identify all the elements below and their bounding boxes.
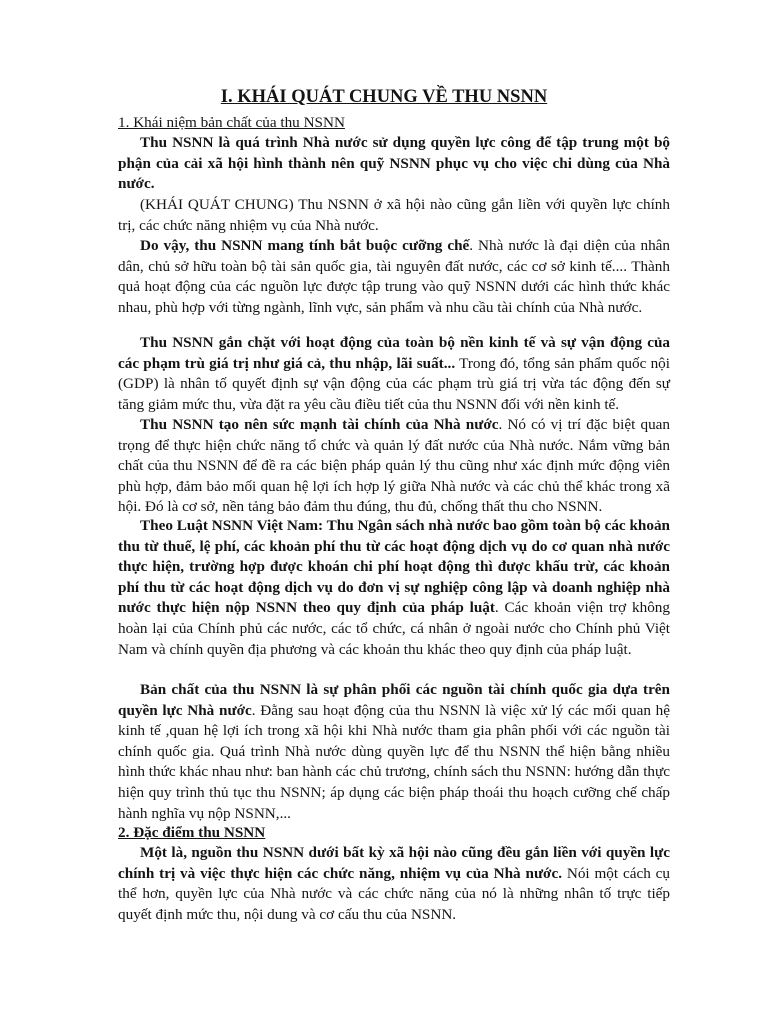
paragraph-nature-bold: Bản chất của thu NSNN là sự phân phối các nguồn tài chính quốc gia dựa trên quyền lực Nhà nước <box>118 681 670 719</box>
paragraph-characteristic-1 <box>118 843 670 925</box>
paragraph-budget-law-text: . Các khoản viện trợ không hoàn lại của Chính phủ các nước, các tổ chức, cá nhân ở ngoài nước cho Chính phủ Việt Nam và chính quyền địa phương và các khoản thu khác theo quy định của pháp luật. <box>118 599 670 658</box>
paragraph-financial-power-text: . Nó có vị trí đặc biệt quan trọng để thực hiện chức năng tổ chức và quản lý đất nước của Nhà nước. Nắm vững bản chất của thu NSNN để đề ra các biện pháp quản lý thu cũng như xác định mức động viên phù hợp, đảm bảo mối quan hệ lợi ích hợp lý giữa Nhà nước và các chủ thể khác trong xã hội. Đó là cơ sở, nền tảng bảo đảm thu đúng, thu đủ, chống thất thu cho NSNN. <box>118 416 671 516</box>
paragraph-financial-power-bold: Thu NSNN tạo nên sức mạnh tài chính của Nhà nước <box>140 416 499 433</box>
paragraph-budget-law-bold: Theo Luật NSNN Việt Nam: Thu Ngân sách nhà nước bao gồm toàn bộ các khoản thu từ thuế, lệ phí, các khoản phí thu từ các hoạt động dịch vụ do cơ quan nhà nước thực hiện, trường hợp được khoán chi phí hoạt động thì được khấu trừ, các khoản phí thu từ các hoạt động dịch vụ do đơn vị sự nghiệp công lập và doanh nghiệp nhà nước thực hiện nộp NSNN theo quy định của pháp luật <box>118 517 670 617</box>
paragraph-definition <box>118 133 670 195</box>
paragraph-compulsory <box>118 236 670 318</box>
paragraph-overview-text: (KHÁI QUÁT CHUNG) Thu NSNN ở xã hội nào cũng gắn liền với quyền lực chính trị, các chức năng nhiệm vụ của Nhà nước. <box>118 196 670 234</box>
paragraph-economy <box>118 333 670 415</box>
paragraph-compulsory-bold: Do vậy, thu NSNN mang tính bắt buộc cưỡng chế <box>140 237 470 254</box>
section-2-heading <box>118 823 670 844</box>
document-title: I. KHÁI QUÁT CHUNG VỀ THU NSNN <box>220 87 548 107</box>
paragraph-budget-law <box>118 516 670 660</box>
paragraph-nature-text: . Đằng sau hoạt động của thu NSNN là việc xử lý các mối quan hệ kinh tế ,quan hệ lợi ích trong xã hội khi Nhà nước tham gia phân phối với các nguồn tài chính quốc gia. Quá trình Nhà nước dùng quyền lực để thu NSNN thể hiện bằng nhiều hình thức khác nhau như: ban hành các chủ trương, chính sách thu NSNN: hướng dẫn thực hiện quy trình thủ tục thu NSNN; áp dụng các biện pháp thoái thu hoạch cưỡng chế chấp hành nghĩa vụ nộp NSNN,... <box>118 701 670 822</box>
paragraph-compulsory-text: . Nhà nước là đại diện của nhân dân, chủ sở hữu toàn bộ tài sản quốc gia, tài nguyên đất nước, các cơ sở kinh tế.... Thành quả hoạt động của các nguồn lực được tập trung vào quỹ NSNN dưới các hình thức khác nhau, phù hợp với từng ngành, lĩnh vực, sản phẩm và nhu cầu tài chính của Nhà nước. <box>118 237 670 316</box>
paragraph-characteristic-1-text: Nói một cách cụ thể hơn, quyền lực của Nhà nước và các chức năng của nó là những nhân tố trực tiếp quyết định mức thu, nội dung và cơ cấu thu của NSNN. <box>118 864 670 923</box>
paragraph-economy-bold: Thu NSNN gắn chặt với hoạt động của toàn bộ nền kinh tế và sự vận động của các phạm trù giá trị như giá cả, thu nhập, lãi suất... <box>118 334 670 372</box>
paragraph-nature <box>118 680 670 824</box>
paragraph-economy-text: Trong đó, tổng sản phẩm quốc nội (GDP) là nhân tố quyết định sự vận động của các phạm trù giá trị vừa tác động đến sự tăng giảm mức thu, vừa đặt ra yêu cầu điều tiết của thu NSNN đối với nền kinh tế. <box>118 354 670 413</box>
paragraph-characteristic-1-bold: Một là, nguồn thu NSNN dưới bất kỳ xã hội nào cũng đều gắn liền với quyền lực chính trị và việc thực hiện các chức năng, nhiệm vụ của Nhà nước. <box>118 844 670 882</box>
paragraph-definition-bold: Thu NSNN là quá trình Nhà nước sử dụng quyền lực công để tập trung một bộ phận của cải xã hội hình thành nên quỹ NSNN phục vụ cho việc chi dùng của Nhà nước. <box>118 134 670 193</box>
paragraph-overview <box>118 195 670 236</box>
paragraph-financial-power <box>118 415 670 518</box>
section-1-heading: 1. Khái niệm bản chất của thu NSNN <box>118 114 345 131</box>
section-2-heading-text: 2. Đặc điểm thu NSNN <box>118 824 266 841</box>
